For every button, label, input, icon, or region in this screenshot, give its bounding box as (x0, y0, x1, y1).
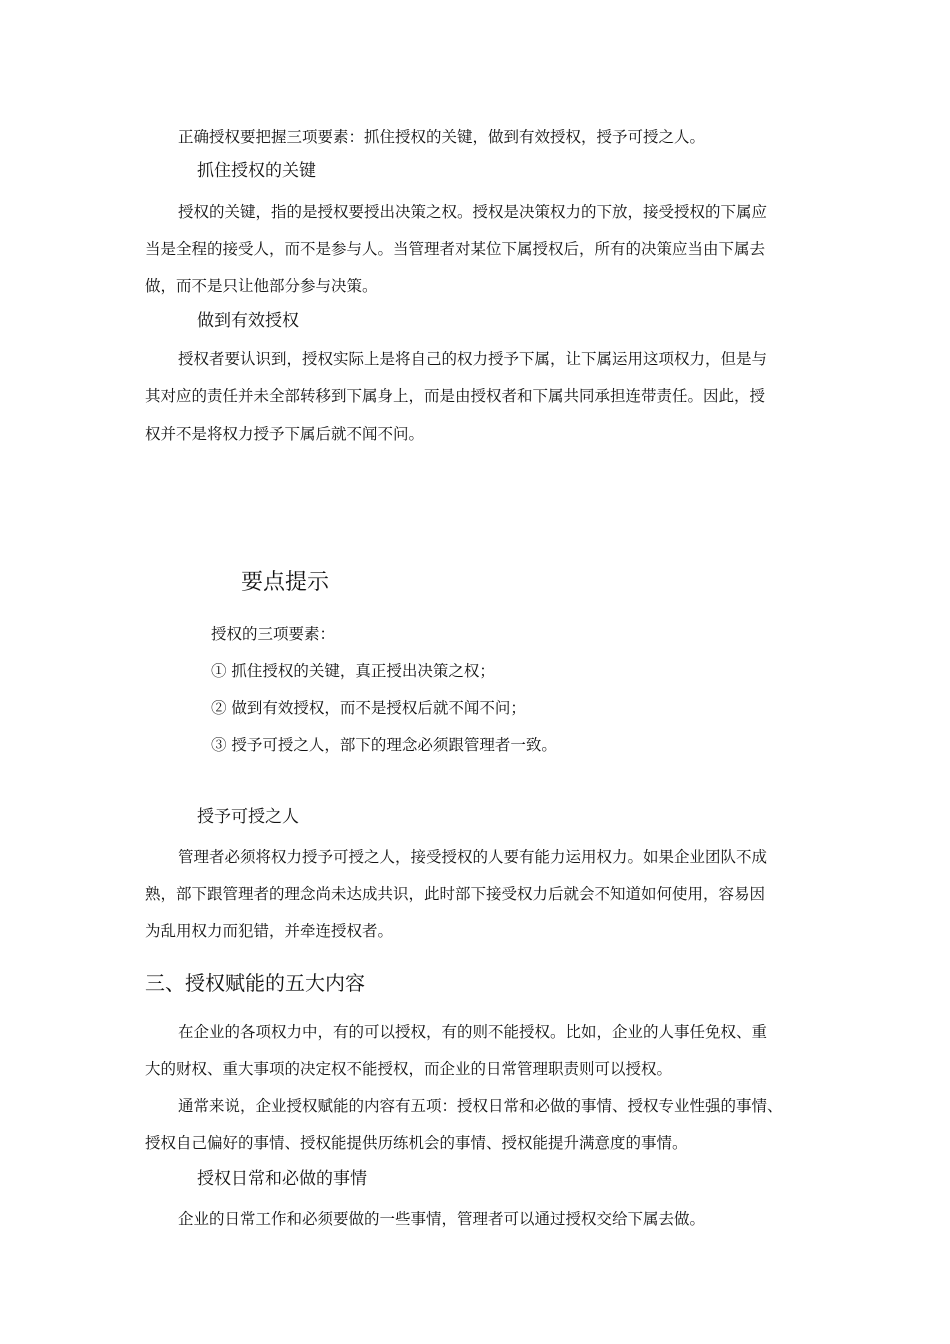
tips-title: 要点提示 (241, 570, 330, 595)
paragraph-line: 授权的关键，指的是授权要授出决策之权。授权是决策权力的下放，接受授权的下属应 (178, 203, 768, 221)
paragraph-line: 通常来说，企业授权赋能的内容有五项：授权日常和必做的事情、授权专业性强的事情、 (178, 1097, 783, 1115)
paragraph-line: 其对应的责任并未全部转移到下属身上，而是由授权者和下属共同承担连带责任。因此，授 (145, 387, 766, 405)
heading-effective-authorization: 做到有效授权 (197, 311, 299, 331)
paragraph-line: 大的财权、重大事项的决定权不能授权，而企业的日常管理职责则可以授权。 (145, 1060, 673, 1078)
heading-grant-to-right-person: 授予可授之人 (197, 807, 299, 827)
heading-key-of-authorization: 抓住授权的关键 (197, 161, 316, 181)
paragraph-line: 熟，部下跟管理者的理念尚未达成共识，此时部下接受权力后就会不知道如何使用，容易因 (145, 885, 766, 903)
tips-item: ① 抓住授权的关键，真正授出决策之权； (211, 662, 495, 680)
paragraph-line: 企业的日常工作和必须要做的一些事情，管理者可以通过授权交给下属去做。 (178, 1210, 706, 1228)
intro-paragraph: 正确授权要把握三项要素：抓住授权的关键，做到有效授权，授予可授之人。 (178, 128, 706, 146)
paragraph-line: 为乱用权力而犯错，并牵连授权者。 (145, 922, 394, 940)
paragraph-line: 权并不是将权力授予下属后就不闻不问。 (145, 425, 425, 443)
tips-lead: 授权的三项要素： (211, 625, 336, 643)
paragraph-line: 在企业的各项权力中，有的可以授权，有的则不能授权。比如，企业的人事任免权、重 (178, 1023, 768, 1041)
paragraph-line: 管理者必须将权力授予可授之人，接受授权的人要有能力运用权力。如果企业团队不成 (178, 848, 768, 866)
paragraph-line: 授权者要认识到，授权实际上是将自己的权力授予下属，让下属运用这项权力，但是与 (178, 350, 768, 368)
paragraph-line: 授权自己偏好的事情、授权能提供历练机会的事情、授权能提升满意度的事情。 (145, 1134, 688, 1152)
paragraph-line: 做，而不是只让他部分参与决策。 (145, 277, 378, 295)
section-title: 三、授权赋能的五大内容 (145, 971, 365, 995)
tips-item: ③ 授予可授之人，部下的理念必须跟管理者一致。 (211, 736, 557, 754)
paragraph-line: 当是全程的接受人，而不是参与人。当管理者对某位下属授权后，所有的决策应当由下属去 (145, 240, 766, 258)
tips-item: ② 做到有效授权，而不是授权后就不闻不问； (211, 699, 526, 717)
heading-daily-tasks: 授权日常和必做的事情 (197, 1169, 367, 1189)
